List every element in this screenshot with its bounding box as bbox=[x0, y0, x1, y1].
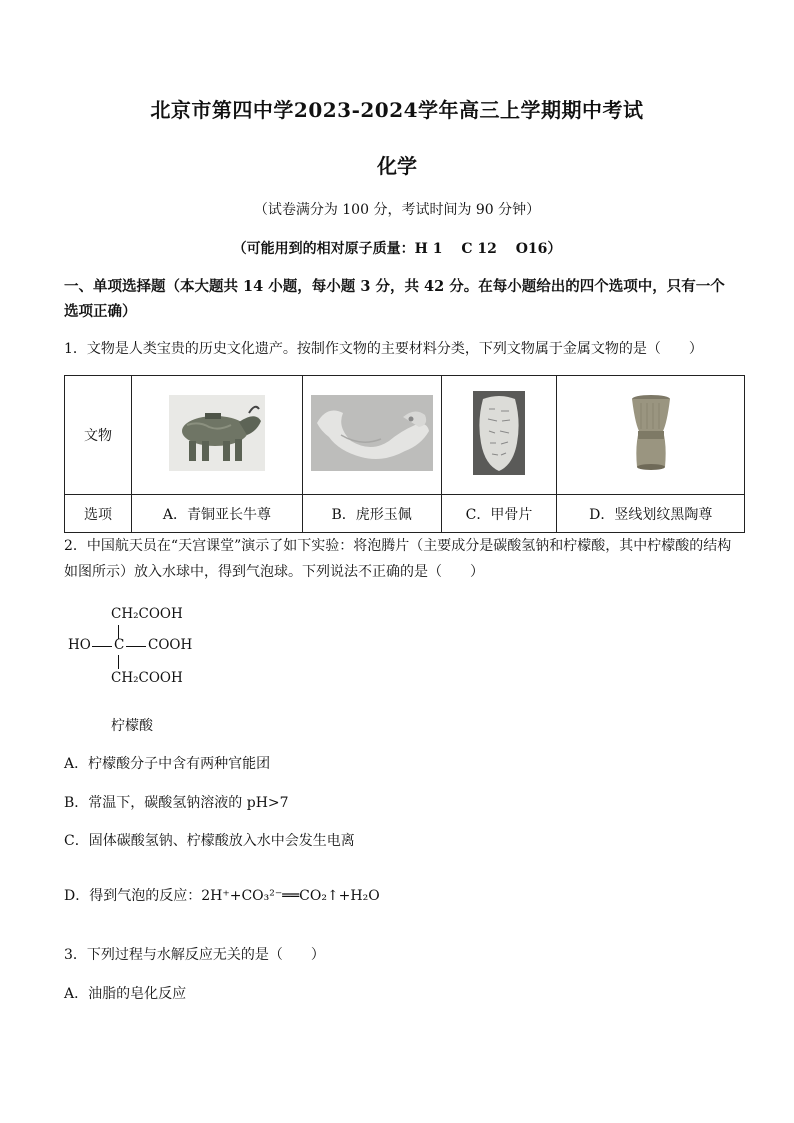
q2-option-a[interactable]: A．柠檬酸分子中含有两种官能团 bbox=[64, 756, 271, 772]
exam-subject: 化学 bbox=[377, 154, 417, 178]
exam-time-note: （试卷满分为 100 分，考试时间为 90 分钟） bbox=[253, 202, 541, 218]
q2-option-c[interactable]: C．固体碳酸氢钠、柠檬酸放入水中会发生电离 bbox=[64, 833, 355, 849]
structure-caption: 柠檬酸 bbox=[111, 718, 153, 734]
relic-image-b bbox=[302, 376, 441, 495]
q2-option-d[interactable] bbox=[64, 883, 380, 909]
relic-image-a bbox=[132, 376, 303, 495]
structure-bond-bottom bbox=[118, 655, 119, 669]
relic-image-d bbox=[557, 376, 745, 495]
q2-option-d-equation: 2H⁺+CO₃²⁻══CO₂↑+H₂O bbox=[201, 888, 380, 904]
question-3-stem: 3．下列过程与水解反应无关的是（ ） bbox=[64, 947, 325, 963]
question-1-stem: 1．文物是人类宝贵的历史文化遗产。按制作文物的主要材料分类，下列文物属于金属文物的是（ ） bbox=[64, 341, 703, 357]
relics-table bbox=[64, 375, 745, 533]
q1-option-b[interactable]: B．虎形玉佩 bbox=[302, 495, 441, 533]
structure-left-group: HO bbox=[68, 637, 91, 653]
relic-row-label: 文物 bbox=[65, 376, 132, 495]
citric-acid-structure bbox=[68, 600, 268, 700]
section-heading: 一、单项选择题（本大题共 14 小题，每小题 3 分，共 42 分。在每小题给出的四个选项中，只有一个选项正确） bbox=[64, 278, 725, 320]
structure-center-atom: C bbox=[114, 637, 125, 653]
tiger-jade-pendant-image bbox=[311, 395, 433, 471]
exam-title: 北京市第四中学2023-2024学年高三上学期期中考试 bbox=[150, 98, 644, 122]
q2-option-d-prefix: D．得到气泡的反应： bbox=[64, 888, 202, 904]
black-pottery-zun-image bbox=[629, 393, 673, 473]
oracle-bone-image bbox=[473, 391, 525, 475]
option-row-label: 选项 bbox=[65, 495, 132, 533]
structure-bond-right bbox=[126, 646, 146, 647]
structure-right-group: COOH bbox=[148, 637, 193, 653]
question-2-stem: 2．中国航天员在“天宫课堂”演示了如下实验：将泡腾片（主要成分是碳酸氢钠和柠檬酸，其中柠檬酸的结构如图所示）放入水球中，得到气泡球。下列说法不正确的是（ ） bbox=[64, 538, 732, 580]
structure-top-group: CH₂COOH bbox=[111, 606, 183, 622]
q1-option-a[interactable]: A．青铜亚长牛尊 bbox=[132, 495, 303, 533]
structure-bond-left bbox=[92, 646, 112, 647]
q2-option-b[interactable]: B．常温下，碳酸氢钠溶液的 pH>7 bbox=[64, 795, 289, 811]
q3-option-a[interactable]: A．油脂的皂化反应 bbox=[64, 986, 187, 1002]
structure-bottom-group: CH₂COOH bbox=[111, 670, 183, 686]
bronze-ox-zun-image bbox=[169, 395, 265, 471]
relic-image-c bbox=[441, 376, 557, 495]
q1-option-d[interactable]: D．竖线划纹黑陶尊 bbox=[557, 495, 745, 533]
atomic-mass-note: （可能用到的相对原子质量：H 1 C 12 O16） bbox=[232, 241, 562, 257]
q1-option-c[interactable]: C．甲骨片 bbox=[441, 495, 557, 533]
